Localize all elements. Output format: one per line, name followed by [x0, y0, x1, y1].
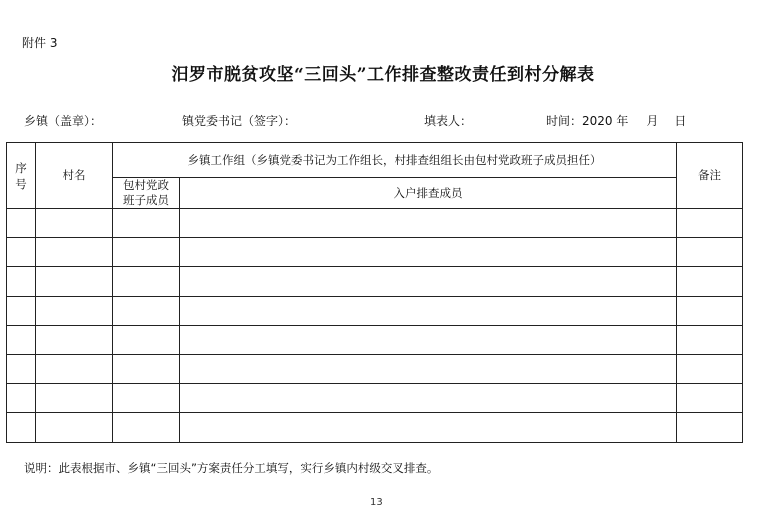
cell-remark [677, 413, 743, 442]
header-row-1 [7, 143, 743, 178]
cell-leader [113, 238, 180, 267]
cell-members [180, 325, 677, 354]
cell-village [36, 267, 113, 296]
table-row [7, 209, 743, 238]
cell-remark [677, 384, 743, 413]
header-leader-text: 包村党政班子成员 [123, 178, 169, 207]
meta-time-label: 时间：2020 年 [546, 114, 629, 128]
page-number: 13 [370, 497, 383, 508]
meta-time [546, 112, 686, 129]
cell-members [180, 384, 677, 413]
header-row-2 [7, 178, 743, 209]
cell-leader [113, 384, 180, 413]
header-group: 乡镇工作组（乡镇党委书记为工作组长，村排查组组长由包村党政班子成员担任） [113, 143, 677, 178]
cell-members [180, 267, 677, 296]
cell-remark [677, 267, 743, 296]
cell-village [36, 209, 113, 238]
cell-members [180, 354, 677, 383]
cell-village [36, 413, 113, 442]
cell-members [180, 413, 677, 442]
page-title: 汨罗市脱贫攻坚“三回头”工作排查整改责任到村分解表 [171, 65, 595, 85]
attachment-label: 附件 3 [22, 36, 58, 50]
header-index-text: 序号 [15, 160, 27, 191]
cell-village [36, 354, 113, 383]
cell-index [7, 238, 36, 267]
cell-index [7, 325, 36, 354]
table-row [7, 384, 743, 413]
cell-leader [113, 209, 180, 238]
table-row [7, 267, 743, 296]
meta-town-seal: 乡镇（盖章）： [24, 114, 103, 128]
header-leader [113, 178, 180, 209]
cell-leader [113, 325, 180, 354]
cell-index [7, 267, 36, 296]
header-remark: 备注 [677, 143, 743, 209]
cell-members [180, 238, 677, 267]
header-village: 村名 [36, 143, 113, 209]
cell-village [36, 238, 113, 267]
cell-members [180, 296, 677, 325]
cell-village [36, 325, 113, 354]
footnote: 说明：此表根据市、乡镇“三回头”方案责任分工填写，实行乡镇内村级交叉排查。 [24, 461, 439, 475]
cell-village [36, 384, 113, 413]
table-row [7, 325, 743, 354]
cell-remark [677, 296, 743, 325]
cell-leader [113, 296, 180, 325]
cell-members [180, 209, 677, 238]
table-row [7, 354, 743, 383]
cell-index [7, 413, 36, 442]
meta-filler: 填表人： [424, 114, 473, 128]
cell-index [7, 384, 36, 413]
cell-village [36, 296, 113, 325]
meta-month: 月 [646, 114, 659, 128]
meta-secretary-sign: 镇党委书记（签字）： [182, 114, 297, 128]
table-row [7, 296, 743, 325]
header-members: 入户排查成员 [180, 178, 677, 209]
cell-index [7, 209, 36, 238]
cell-remark [677, 325, 743, 354]
cell-remark [677, 238, 743, 267]
table-row [7, 413, 743, 442]
cell-index [7, 296, 36, 325]
meta-day: 日 [674, 114, 687, 128]
cell-index [7, 354, 36, 383]
cell-leader [113, 413, 180, 442]
header-index [7, 143, 36, 209]
table-row [7, 238, 743, 267]
cell-leader [113, 354, 180, 383]
assignment-table [6, 142, 743, 443]
cell-remark [677, 354, 743, 383]
cell-remark [677, 209, 743, 238]
cell-leader [113, 267, 180, 296]
